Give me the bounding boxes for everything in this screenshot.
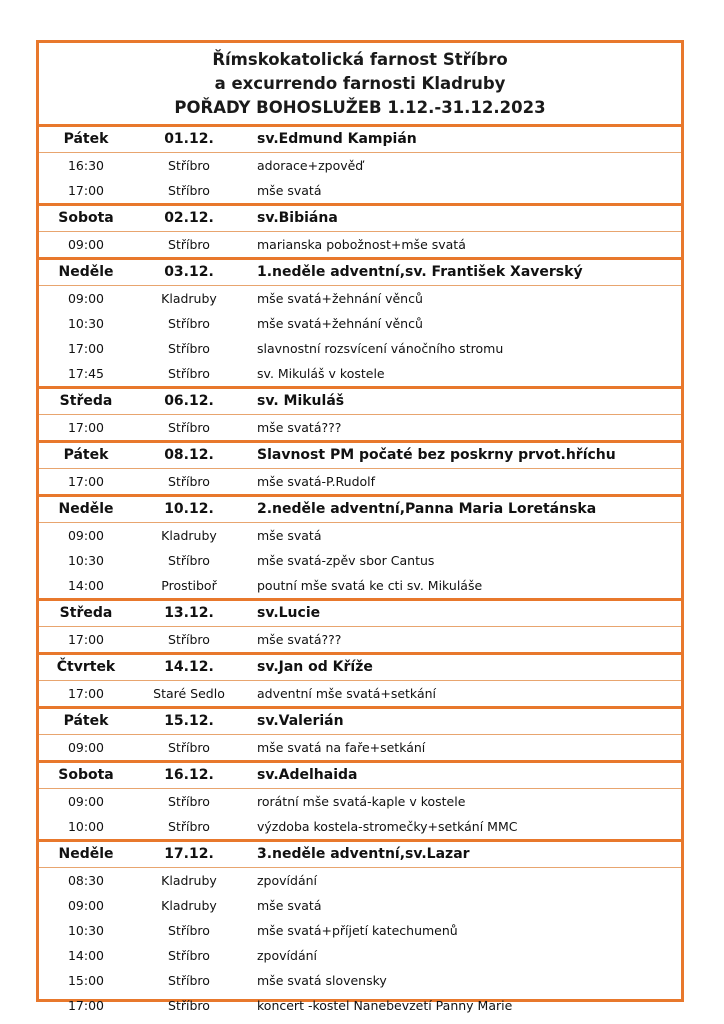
event-row bbox=[39, 943, 681, 968]
day-header-row bbox=[39, 260, 681, 286]
event-row bbox=[39, 232, 681, 257]
day-block bbox=[39, 763, 681, 842]
event-description: marianska pobožnost+mše svatá bbox=[257, 237, 466, 252]
schedule-title: POŘADY BOHOSLUŽEB 1.12.-31.12.2023 bbox=[174, 98, 546, 117]
day-date: 02.12. bbox=[164, 210, 214, 226]
schedule-body bbox=[39, 127, 681, 1018]
event-description: zpovídání bbox=[257, 873, 318, 888]
event-place: Stříbro bbox=[168, 341, 210, 356]
day-header-row bbox=[39, 655, 681, 681]
event-time: 17:00 bbox=[67, 341, 105, 356]
day-name: Středa bbox=[59, 393, 113, 409]
event-place: Stříbro bbox=[168, 316, 210, 331]
event-place: Staré Sedlo bbox=[153, 686, 225, 701]
day-feast: sv.Lucie bbox=[257, 605, 321, 621]
event-time: 09:00 bbox=[67, 237, 105, 252]
event-time: 10:00 bbox=[67, 819, 105, 834]
day-name: Čtvrtek bbox=[56, 659, 116, 675]
event-row bbox=[39, 993, 681, 1018]
event-description: slavnostní rozsvícení vánočního stromu bbox=[257, 341, 504, 356]
event-place: Stříbro bbox=[168, 420, 210, 435]
event-description: sv. Mikuláš v kostele bbox=[257, 366, 385, 381]
day-block bbox=[39, 389, 681, 443]
day-feast: sv. Mikuláš bbox=[257, 393, 345, 409]
day-name: Sobota bbox=[58, 767, 114, 783]
event-time: 17:00 bbox=[67, 998, 105, 1013]
event-row bbox=[39, 469, 681, 494]
event-description: mše svatá slovensky bbox=[257, 973, 387, 988]
event-time: 17:00 bbox=[67, 686, 105, 701]
event-row bbox=[39, 918, 681, 943]
event-description: mše svatá bbox=[257, 898, 322, 913]
event-place: Stříbro bbox=[168, 740, 210, 755]
day-date: 15.12. bbox=[164, 713, 214, 729]
event-place: Stříbro bbox=[168, 474, 210, 489]
day-header-row bbox=[39, 763, 681, 789]
day-feast: 2.neděle adventní,Panna Maria Loretánska bbox=[257, 501, 597, 517]
event-description: rorátní mše svatá-kaple v kostele bbox=[257, 794, 466, 809]
event-place: Stříbro bbox=[168, 183, 210, 198]
event-description: koncert -kostel Nanebevzetí Panny Marie bbox=[257, 998, 513, 1013]
event-description: adorace+zpověď bbox=[257, 158, 364, 173]
event-place: Stříbro bbox=[168, 973, 210, 988]
event-row bbox=[39, 789, 681, 814]
event-time: 14:00 bbox=[67, 578, 105, 593]
day-header-row bbox=[39, 443, 681, 469]
event-row bbox=[39, 153, 681, 178]
event-row bbox=[39, 735, 681, 760]
day-header-row bbox=[39, 601, 681, 627]
day-feast: 1.neděle adventní,sv. František Xaverský bbox=[257, 264, 583, 280]
day-block bbox=[39, 601, 681, 655]
event-time: 15:00 bbox=[67, 973, 105, 988]
event-time: 09:00 bbox=[67, 291, 105, 306]
schedule-header bbox=[39, 43, 681, 127]
event-time: 17:00 bbox=[67, 420, 105, 435]
day-name: Pátek bbox=[63, 713, 109, 729]
event-description: zpovídání bbox=[257, 948, 318, 963]
parish-name: Římskokatolická farnost Stříbro bbox=[212, 50, 508, 69]
day-date: 08.12. bbox=[164, 447, 214, 463]
event-description: mše svatá+žehnání věnců bbox=[257, 316, 423, 331]
day-header-row bbox=[39, 842, 681, 868]
day-date: 03.12. bbox=[164, 264, 214, 280]
event-place: Stříbro bbox=[168, 794, 210, 809]
event-row bbox=[39, 311, 681, 336]
event-time: 09:00 bbox=[67, 794, 105, 809]
day-feast: sv.Edmund Kampián bbox=[257, 131, 417, 147]
day-block bbox=[39, 709, 681, 763]
event-place: Stříbro bbox=[168, 819, 210, 834]
event-row bbox=[39, 286, 681, 311]
event-row bbox=[39, 523, 681, 548]
event-description: mše svatá??? bbox=[257, 420, 342, 435]
event-time: 17:45 bbox=[67, 366, 105, 381]
event-row bbox=[39, 893, 681, 918]
day-date: 06.12. bbox=[164, 393, 214, 409]
event-place: Kladruby bbox=[161, 528, 217, 543]
day-block bbox=[39, 842, 681, 1018]
day-block bbox=[39, 655, 681, 709]
day-feast: 3.neděle adventní,sv.Lazar bbox=[257, 846, 470, 862]
day-name: Sobota bbox=[58, 210, 114, 226]
event-time: 14:00 bbox=[67, 948, 105, 963]
event-description: mše svatá+příjetí katechumenů bbox=[257, 923, 458, 938]
event-place: Stříbro bbox=[168, 553, 210, 568]
day-name: Středa bbox=[59, 605, 113, 621]
event-time: 17:00 bbox=[67, 632, 105, 647]
day-block bbox=[39, 127, 681, 206]
event-place: Stříbro bbox=[168, 366, 210, 381]
event-row bbox=[39, 573, 681, 598]
event-time: 08:30 bbox=[67, 873, 105, 888]
day-feast: sv.Bibiána bbox=[257, 210, 338, 226]
event-row bbox=[39, 681, 681, 706]
event-place: Kladruby bbox=[161, 873, 217, 888]
event-time: 17:00 bbox=[67, 183, 105, 198]
event-description: poutní mše svatá ke cti sv. Mikuláše bbox=[257, 578, 483, 593]
event-description: mše svatá-zpěv sbor Cantus bbox=[257, 553, 435, 568]
event-description: adventní mše svatá+setkání bbox=[257, 686, 437, 701]
day-block bbox=[39, 260, 681, 389]
parish-subtitle: a excurrendo farnosti Kladruby bbox=[214, 74, 506, 93]
event-time: 10:30 bbox=[67, 923, 105, 938]
day-date: 13.12. bbox=[164, 605, 214, 621]
day-name: Pátek bbox=[63, 447, 109, 463]
event-row bbox=[39, 968, 681, 993]
day-name: Neděle bbox=[58, 846, 114, 862]
event-place: Stříbro bbox=[168, 237, 210, 252]
day-date: 01.12. bbox=[164, 131, 214, 147]
day-date: 16.12. bbox=[164, 767, 214, 783]
day-name: Neděle bbox=[58, 264, 114, 280]
day-block bbox=[39, 443, 681, 497]
event-description: mše svatá-P.Rudolf bbox=[257, 474, 376, 489]
event-description: výzdoba kostela-stromečky+setkání MMC bbox=[257, 819, 518, 834]
event-description: mše svatá bbox=[257, 183, 322, 198]
event-place: Stříbro bbox=[168, 923, 210, 938]
event-time: 16:30 bbox=[67, 158, 105, 173]
day-header-row bbox=[39, 127, 681, 153]
event-place: Stříbro bbox=[168, 632, 210, 647]
event-time: 09:00 bbox=[67, 528, 105, 543]
day-feast: sv.Valerián bbox=[257, 713, 344, 729]
event-place: Stříbro bbox=[168, 158, 210, 173]
event-place: Kladruby bbox=[161, 898, 217, 913]
event-description: mše svatá bbox=[257, 528, 322, 543]
event-row bbox=[39, 361, 681, 386]
event-place: Stříbro bbox=[168, 998, 210, 1013]
event-time: 09:00 bbox=[67, 898, 105, 913]
day-block bbox=[39, 497, 681, 601]
day-block bbox=[39, 206, 681, 260]
day-feast: Slavnost PM počaté bez poskrny prvot.hříchu bbox=[257, 447, 616, 463]
event-description: mše svatá na faře+setkání bbox=[257, 740, 426, 755]
event-description: mše svatá??? bbox=[257, 632, 342, 647]
event-time: 09:00 bbox=[67, 740, 105, 755]
event-time: 10:30 bbox=[67, 316, 105, 331]
day-header-row bbox=[39, 709, 681, 735]
day-date: 10.12. bbox=[164, 501, 214, 517]
event-row bbox=[39, 627, 681, 652]
event-place: Stříbro bbox=[168, 948, 210, 963]
day-date: 14.12. bbox=[164, 659, 214, 675]
event-time: 10:30 bbox=[67, 553, 105, 568]
event-row bbox=[39, 548, 681, 573]
day-date: 17.12. bbox=[164, 846, 214, 862]
event-description: mše svatá+žehnání věnců bbox=[257, 291, 423, 306]
day-header-row bbox=[39, 389, 681, 415]
day-header-row bbox=[39, 497, 681, 523]
event-row bbox=[39, 415, 681, 440]
event-place: Kladruby bbox=[161, 291, 217, 306]
day-feast: sv.Adelhaida bbox=[257, 767, 358, 783]
event-row bbox=[39, 814, 681, 839]
event-row bbox=[39, 336, 681, 361]
day-name: Pátek bbox=[63, 131, 109, 147]
event-row bbox=[39, 868, 681, 893]
event-row bbox=[39, 178, 681, 203]
event-time: 17:00 bbox=[67, 474, 105, 489]
schedule-sheet bbox=[36, 40, 684, 1013]
day-name: Neděle bbox=[58, 501, 114, 517]
day-header-row bbox=[39, 206, 681, 232]
day-feast: sv.Jan od Kříže bbox=[257, 659, 373, 675]
event-place: Prostiboř bbox=[161, 578, 217, 593]
